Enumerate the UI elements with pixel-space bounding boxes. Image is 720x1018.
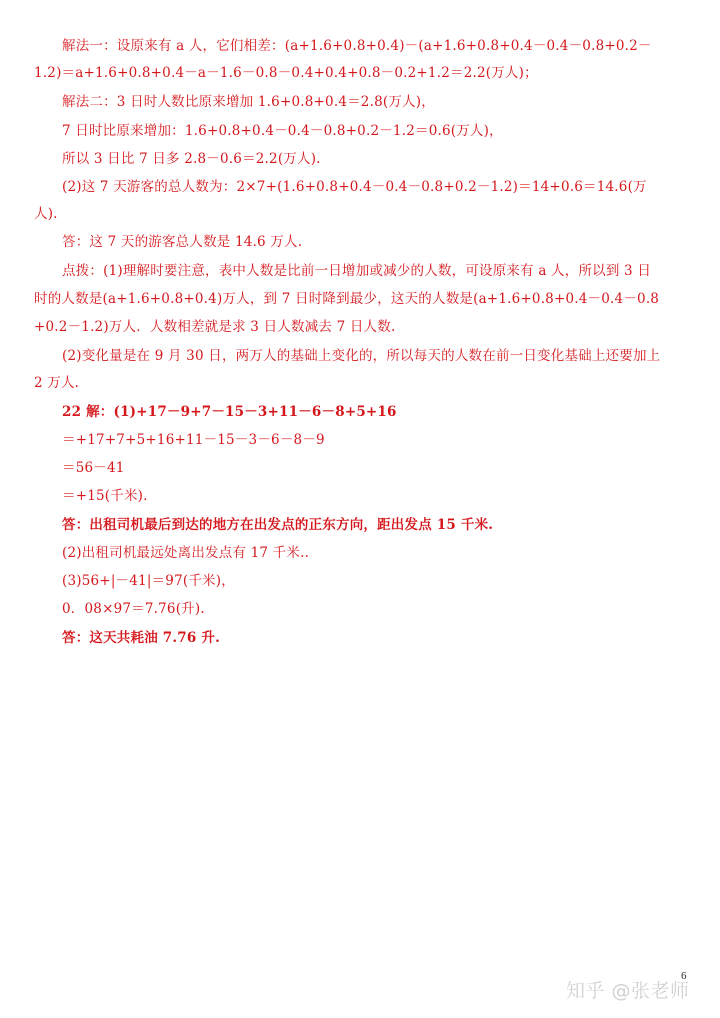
hint-line-3: +0.2－1.2)万人．人数相差就是求 3 日人数减去 7 日人数.	[34, 319, 396, 335]
hint-part-2-line-1: (2)变化量是在 9 月 30 日，两万人的基础上变化的，所以每天的人数在前一日变化基础上还要加上	[62, 348, 661, 364]
hint-part-2-line-2: 2 万人.	[34, 375, 80, 391]
question-22-line-4: ＝+15(千米).	[62, 488, 148, 504]
part-3-line-1: (3)56+|－41|＝97(千米)，	[62, 573, 235, 589]
question-22-line-2: ＝+17+7+5+16+11－15－3－6－8－9	[62, 432, 325, 448]
solution-method-2-line-3: 所以 3 日比 7 日多 2.8－0.6＝2.2(万人).	[62, 151, 321, 167]
answer-line-1: 答：这 7 天的游客总人数是 14.6 万人.	[62, 234, 303, 250]
part-2-answer-line: (2)出租司机最远处离出发点有 17 千米..	[62, 545, 310, 561]
page-number: 6	[681, 970, 687, 982]
answer-line-2: 答：出租司机最后到达的地方在出发点的正东方向，距出发点 15 千米.	[62, 517, 494, 533]
hint-line-1: 点拨：(1)理解时要注意，表中人数是比前一日增加或减少的人数，可设原来有 a 人，所以到 3 日	[62, 263, 652, 279]
part-3-line-2: 0．08×97＝7.76(升).	[62, 601, 205, 617]
solution-method-2-line-1: 解法二：3 日时人数比原来增加 1.6+0.8+0.4＝2.8(万人)，	[62, 94, 435, 110]
answer-line-3: 答：这天共耗油 7.76 升.	[62, 630, 220, 646]
question-22-line-1: 22 解：(1)+17－9+7－15－3+11－6－8+5+16	[62, 404, 397, 420]
zhihu-watermark: 知乎 @张老师	[566, 980, 690, 1002]
solution-method-1-line-1: 解法一：设原来有 a 人，它们相差：(a+1.6+0.8+0.4)－(a+1.6+0.8+0.4－0.4－0.8+0.2－	[62, 38, 652, 54]
question-22-line-3: ＝56－41	[62, 460, 125, 476]
hint-line-2: 时的人数是(a+1.6+0.8+0.4)万人，到 7 日时降到最少，这天的人数是(a+1.6+0.8+0.4－0.4－0.8	[34, 291, 660, 307]
solution-method-1-line-2: 1.2)＝a+1.6+0.8+0.4－a－1.6－0.8－0.4+0.4+0.8－0.2+1.2＝2.2(万人)；	[34, 65, 538, 81]
solution-method-2-line-2: 7 日时比原来增加：1.6+0.8+0.4－0.4－0.8+0.2－1.2＝0.6(万人)，	[62, 123, 503, 139]
part-2-line-2: 人).	[34, 206, 58, 222]
part-2-line-1: (2)这 7 天游客的总人数为：2×7+(1.6+0.8+0.4－0.4－0.8+0.2－1.2)＝14+0.6＝14.6(万	[62, 179, 647, 195]
